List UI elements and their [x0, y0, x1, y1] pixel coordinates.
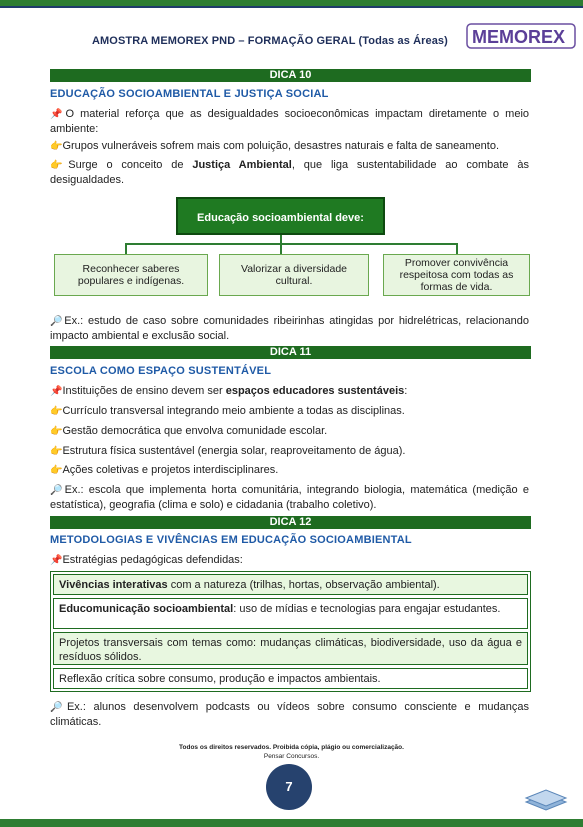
dica12-example: 🔎Ex.: alunos desenvolvem podcasts ou vídeos sobre consumo consciente e mudanças climáticas. [50, 701, 529, 728]
strategy-box-1: Vivências interativas com a natureza (trilhas, hortas, observação ambiental). [53, 574, 528, 595]
magnifier-icon: 🔎 [50, 485, 65, 496]
dica11-bullet: 👉Estrutura física sustentável (energia solar, reaproveitamento de água). [50, 445, 406, 457]
diagram-connector [280, 235, 282, 243]
dica10-bar: DICA 10 [50, 69, 531, 82]
top-border-accent [0, 6, 583, 8]
logo-text: MEMOREX [472, 27, 566, 47]
dica12-bar: DICA 12 [50, 516, 531, 529]
dica10-paragraph-1: 📌O material reforça que as desigualdades socioeconômicas impactam diretamente o meio ambiente: [50, 108, 530, 135]
page-number: 7 [266, 764, 312, 810]
strategy-box-2: Educomunicação socioambiental: uso de mídias e tecnologias para engajar estudantes. [53, 598, 528, 629]
strategy-box-3: Projetos transversais com temas como: mudanças climáticas, biodiversidade, uso da água e resíduos sólidos. [53, 632, 528, 665]
dica11-bar: DICA 11 [50, 346, 531, 359]
dica10-paragraph-2: 👉Grupos vulneráveis sofrem mais com poluição, desastres naturais e falta de saneamento. [50, 140, 500, 152]
pointing-hand-icon: 👉 [50, 141, 63, 152]
footer-brand: Pensar Concursos. [263, 753, 320, 760]
dica11-bullet: 👉Ações coletivas e projetos interdisciplinares. [50, 464, 279, 476]
page-header-title: AMOSTRA MEMOREX PND – FORMAÇÃO GERAL (Todas as Áreas) [92, 35, 448, 47]
footer-rights: Todos os direitos reservados. Proibida cópia, plágio ou comercialização. [179, 744, 404, 751]
diagram-main-box: Educação socioambiental deve: [176, 197, 385, 235]
dica12-title: METODOLOGIAS E VIVÊNCIAS EM EDUCAÇÃO SOCIOAMBIENTAL [50, 534, 412, 546]
pushpin-icon: 📌 [50, 386, 63, 397]
dica11-bullet: 👉Currículo transversal integrando meio ambiente a todas as disciplinas. [50, 405, 405, 417]
pushpin-icon: 📌 [50, 109, 66, 120]
diagram-item-2: Valorizar a diversidade cultural. [219, 254, 369, 296]
pushpin-icon: 📌 [50, 555, 63, 566]
strategy-box-4: Reflexão crítica sobre consumo, produção e impactos ambientais. [53, 668, 528, 689]
diagram-connector [125, 243, 127, 254]
magnifier-icon: 🔎 [50, 702, 67, 713]
diagram-connector [125, 243, 457, 245]
pointing-hand-icon: 👉 [50, 426, 63, 437]
pointing-hand-icon: 👉 [50, 160, 69, 171]
diagram-connector [456, 243, 458, 254]
dica12-intro: 📌Estratégias pedagógicas defendidas: [50, 554, 243, 566]
diagram-item-1: Reconhecer saberes populares e indígenas. [54, 254, 208, 296]
dica10-paragraph-3: 👉Surge o conceito de Justiça Ambiental, que liga sustentabilidade ao combate às desigualdades. [50, 159, 530, 186]
dica11-paragraph-1: 📌Instituições de ensino devem ser espaços educadores sustentáveis: [50, 385, 408, 397]
memorex-logo [466, 22, 576, 50]
stack-logo-icon [522, 786, 570, 812]
dica11-title: ESCOLA COMO ESPAÇO SUSTENTÁVEL [50, 365, 272, 377]
diagram-connector [280, 243, 282, 254]
dica11-example: 🔎Ex.: escola que implementa horta comunitária, integrando biologia, matemática (medição e estatística), geografia (clima e solo) e cidadania (trabalho coletivo). [50, 484, 529, 511]
bottom-border [0, 819, 583, 827]
pointing-hand-icon: 👉 [50, 446, 63, 457]
dica10-example: 🔎Ex.: estudo de caso sobre comunidades ribeirinhas atingidas por hidrelétricas, relacionando impacto ambiental e exclusão social. [50, 315, 530, 342]
pointing-hand-icon: 👉 [50, 465, 63, 476]
pointing-hand-icon: 👉 [50, 406, 63, 417]
dica11-bullet: 👉Gestão democrática que envolva comunidade escolar. [50, 425, 328, 437]
diagram-item-3: Promover convivência respeitosa com todas as formas de vida. [383, 254, 530, 296]
magnifier-icon: 🔎 [50, 316, 65, 327]
dica10-title: EDUCAÇÃO SOCIOAMBIENTAL E JUSTIÇA SOCIAL [50, 88, 329, 100]
